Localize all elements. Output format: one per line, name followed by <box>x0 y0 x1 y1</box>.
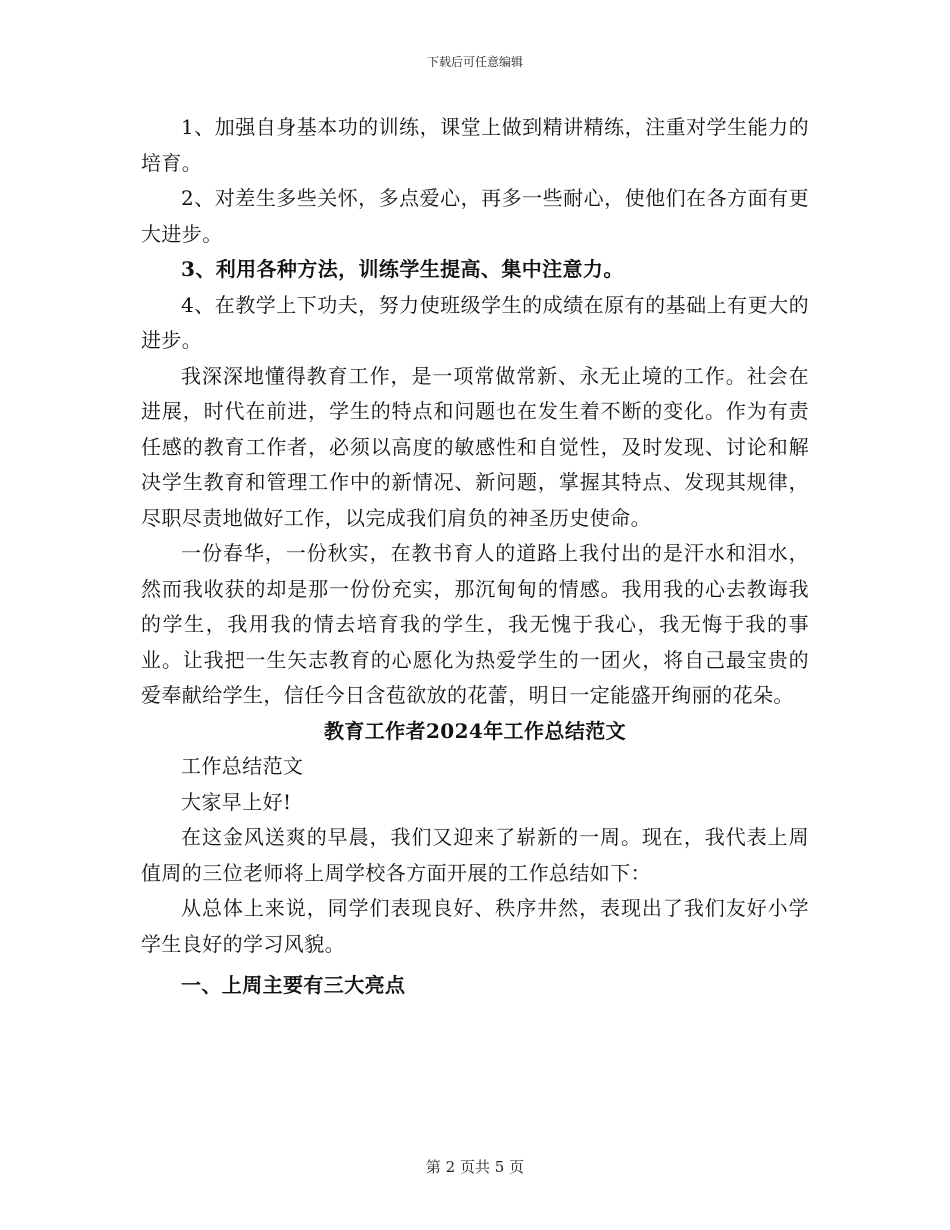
paragraph-8: 大家早上好! <box>181 789 292 814</box>
page-footer: 第 2 页共 5 页 <box>425 1158 525 1176</box>
section-title: 教育工作者2024年工作总结范文 <box>323 718 627 743</box>
paragraph-7: 工作总结范文 <box>181 754 304 778</box>
page-header: 下载后可任意编辑 <box>426 55 523 69</box>
subheading-highlights: 一、上周主要有三大亮点 <box>181 973 406 997</box>
paragraph-4: 4、在教学上下功夫，努力使班级学生的成绩在原有的基础上有更大的进步。 <box>141 292 809 352</box>
document-body <box>141 110 809 1004</box>
paragraph-10: 从总体上来说，同学们表现良好、秩序井然，表现出了我们友好小学学生良好的学习风貌。 <box>141 896 809 956</box>
paragraph-5: 我深深地懂得教育工作，是一项常做常新、永无止境的工作。社会在进展，时代在前进，学生的特点和问题也在发生着不断的变化。作为有责任感的教育工作者，必须以高度的敏感性和自觉性，及时发现、讨论和解决学生教育和管理工作中的新情况、新问题，掌握其特点、发现其规律，尽职尽责地做好工作，以完成我们肩负的神圣历史使命。 <box>141 363 809 530</box>
paragraph-2: 2、对差生多些关怀，多点爱心，再多一些耐心，使他们在各方面有更大进步。 <box>141 186 809 246</box>
paragraph-1: 1、加强自身基本功的训练，课堂上做到精讲精练，注重对学生能力的培育。 <box>141 115 809 175</box>
paragraph-9: 在这金风送爽的早晨，我们又迎来了崭新的一周。现在，我代表上周值周的三位老师将上周学校各方面开展的工作总结如下： <box>141 825 809 885</box>
paragraph-6: 一份春华，一份秋实，在教书育人的道路上我付出的是汗水和泪水，然而我收获的却是那一份份充实，那沉甸甸的情感。我用我的心去教诲我的学生，我用我的情去培育我的学生，我无愧于我心，我无悔于我的事业。让我把一生矢志教育的心愿化为热爱学生的一团火，将自己最宝贵的爱奉献给学生，信任今日含苞欲放的花蕾，明日一定能盛开绚丽的花朵。 <box>141 541 809 707</box>
paragraph-3: 3、利用各种方法，训练学生提高、集中注意力。 <box>181 257 624 281</box>
